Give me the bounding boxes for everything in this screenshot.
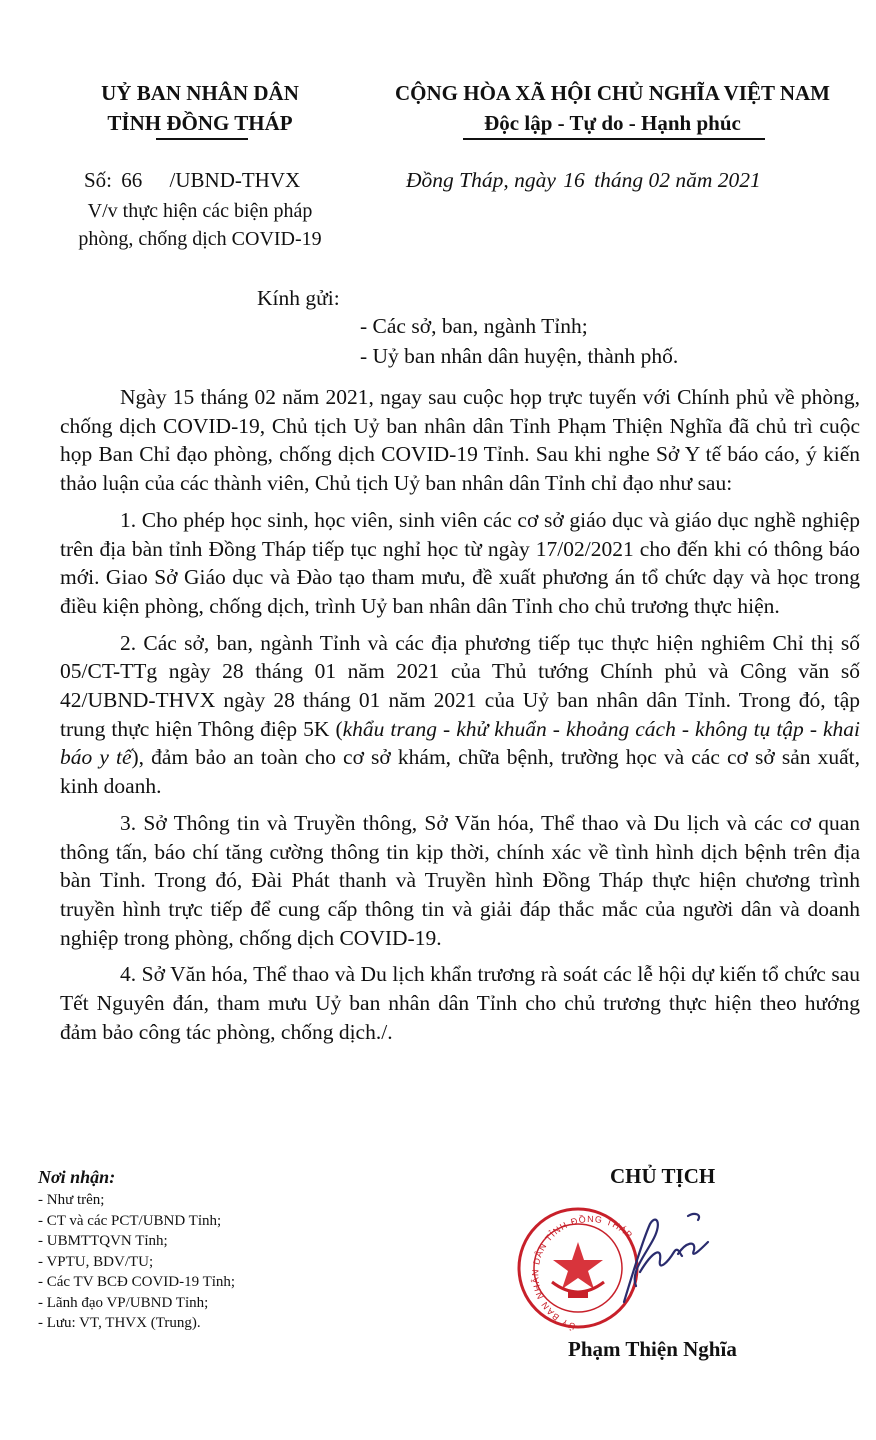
recipient-item: - Các TV BCĐ COVID-19 Tỉnh;	[38, 1274, 236, 1290]
recipient-item: - CT và các PCT/UBND Tỉnh;	[38, 1212, 222, 1229]
signer-name: Phạm Thiện Nghĩa	[568, 1337, 737, 1361]
item-4-paragraph: 4. Sở Văn hóa, Thể thao và Du lịch khẩn trương rà soát các lễ hội dự kiến tổ chức sau Tết Nguyên đán, tham mưu Uỷ ban nhân dân Tỉnh cho chủ trương thực hiện theo hướng đảm bảo công tác phòng, chống dịch./.	[60, 962, 860, 1044]
date-day: 16	[563, 168, 585, 192]
nation-header	[355, 78, 870, 138]
item-1-paragraph: 1. Cho phép học sinh, học viên, sinh viên các cơ sở giáo dục và giáo dục nghề nghiệp trên địa bàn tỉnh Đồng Tháp tiếp tục nghỉ học từ ngày 17/02/2021 cho đến khi có thông báo mới. Giao Sở Giáo dục và Đào tạo tham mưu, đề xuất phương án tổ chức dạy và học trong điều kiện phòng, chống dịch, trình Uỷ ban nhân dân Tỉnh cho chủ trương thực hiện.	[60, 507, 860, 618]
agency-name	[60, 78, 340, 138]
doc-number	[84, 166, 300, 194]
doc-code: /UBND-THVX	[169, 168, 301, 192]
doc-date	[406, 166, 761, 194]
agency-line-2: TỈNH ĐỒNG THÁP	[107, 111, 293, 135]
addressee-item: - Uỷ ban nhân dân huyện, thành phố.	[360, 344, 679, 368]
recipient-item: - Lưu: VT, THVX (Trung).	[38, 1315, 201, 1331]
signer-title: CHỦ TỊCH	[610, 1164, 716, 1188]
item-2-text-b: ), đảm bảo an toàn cho cơ sở khám, chữa bệnh, trường học và các cơ sở sản xuất, kinh doanh.	[60, 745, 860, 799]
motto-underline	[463, 138, 765, 140]
item-2-paragraph	[60, 629, 860, 801]
handwritten-signature-icon	[624, 1214, 708, 1302]
official-seal-and-signature	[512, 1202, 742, 1332]
item-2-5k-message: khẩu trang - khử khuẩn - khoảng cách - không tụ tập - khai báo y tế	[60, 716, 861, 770]
greeting: Kính gửi:	[257, 286, 340, 310]
intro-paragraph: Ngày 15 tháng 02 năm 2021, ngay sau cuộc họp trực tuyến với Chính phủ về phòng, chống dịch COVID-19, Chủ tịch Uỷ ban nhân dân Tỉnh Phạm Thiện Nghĩa đã chủ trì cuộc họp Ban Chỉ đạo phòng, chống dịch COVID-19 Tỉnh. Sau khi nghe Sở Y tế báo cáo, ý kiến thảo luận của các thành viên, Chủ tịch Uỷ ban nhân dân Tỉnh chỉ đạo như sau:	[60, 385, 860, 496]
addressee-list	[360, 311, 678, 371]
subject-line-2: phòng, chống dịch COVID-19	[78, 228, 322, 250]
seal-text-path: ỦY BAN NHÂN DÂN TỈNH ĐỒNG THÁP	[530, 1213, 635, 1332]
nation-line-1: CỘNG HÒA XÃ HỘI CHỦ NGHĨA VIỆT NAM	[394, 81, 831, 105]
recipients-list	[38, 1190, 235, 1334]
recipient-item: - UBMTTQVN Tỉnh;	[38, 1233, 168, 1249]
agency-line-1: UỶ BAN NHÂN DÂN	[101, 81, 299, 105]
item-2-text-a: 2. Các sở, ban, ngành Tỉnh và các địa phương tiếp tục thực hiện nghiêm Chỉ thị số 05/CT-TTg ngày 28 tháng 01 năm 2021 của Thủ tướng Chính phủ và Công văn số 42/UBND-THVX ngày 28 tháng 01 năm 2021 của Uỷ ban nhân dân Tỉnh. Trong đó, tập trung thực hiện Thông điệp 5K (	[60, 630, 860, 741]
agency-underline	[156, 138, 248, 140]
date-prefix: Đồng Tháp, ngày	[406, 168, 556, 192]
recipient-item: - VPTU, BDV/TU;	[38, 1253, 154, 1270]
recipient-item: - Như trên;	[38, 1192, 105, 1208]
item-3-paragraph: 3. Sở Thông tin và Truyền thông, Sở Văn hóa, Thể thao và Du lịch và các cơ quan thông tấn, báo chí tăng cường thông tin kịp thời, chính xác về tình hình dịch bệnh trên địa bàn Tỉnh. Trong đó, Đài Phát thanh và Truyền hình Đồng Tháp thực hiện chương trình truyền hình trực tiếp để cung cấp thông tin và giải đáp thắc mắc của người dân và doanh nghiệp trong phòng, chống dịch COVID-19.	[60, 810, 860, 950]
recipients-title: Nơi nhận:	[38, 1167, 116, 1187]
nation-line-2: Độc lập - Tự do - Hạnh phúc	[484, 111, 741, 135]
doc-subject	[60, 197, 340, 253]
addressee-item: - Các sở, ban, ngành Tỉnh;	[360, 314, 588, 338]
document-body	[60, 383, 860, 1046]
date-suffix: tháng 02 năm 2021	[594, 168, 761, 192]
doc-number-value: 66	[121, 168, 143, 192]
doc-number-label: Số:	[84, 168, 113, 192]
red-seal-icon	[519, 1209, 637, 1332]
subject-line-1: V/v thực hiện các biện pháp	[87, 200, 313, 222]
recipient-item: - Lãnh đạo VP/UBND Tỉnh;	[38, 1294, 209, 1311]
